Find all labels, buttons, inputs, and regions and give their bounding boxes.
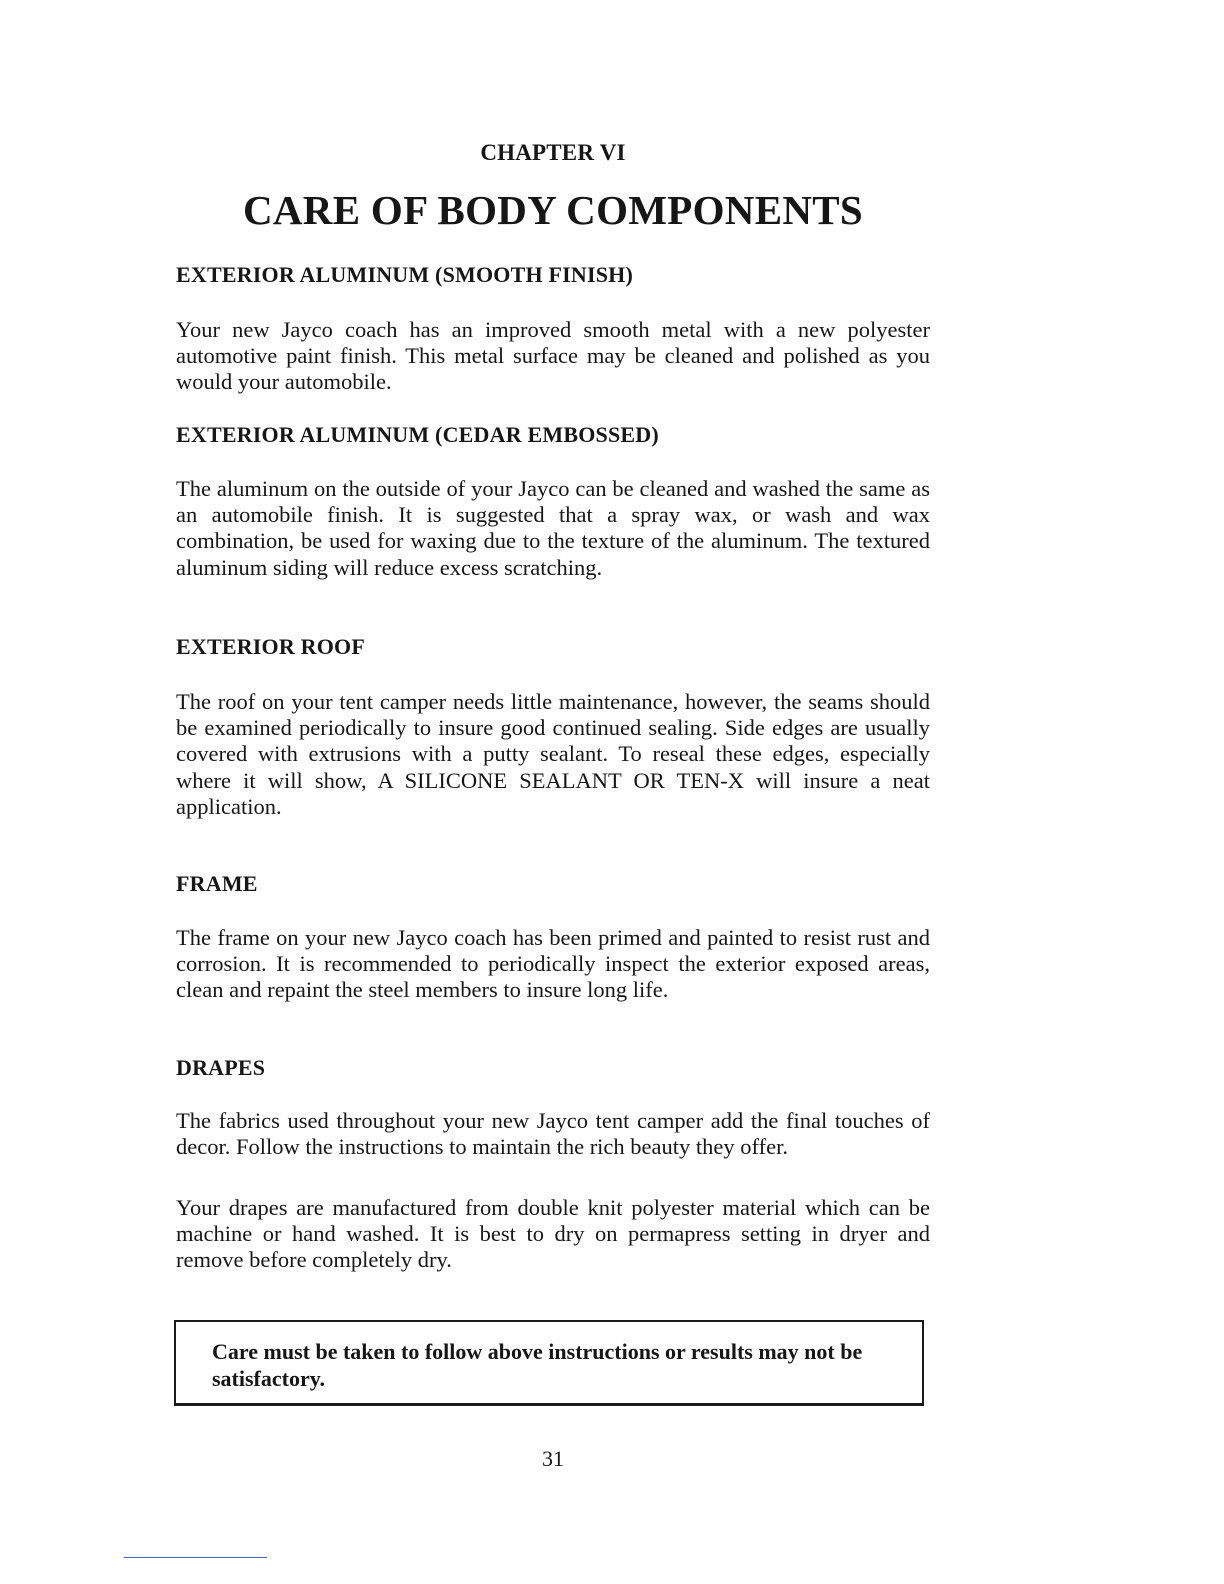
notice-text: Care must be taken to follow above instructions or results may not be satisfactory. (212, 1339, 863, 1391)
section-paragraph-drapes-1: The fabrics used throughout your new Jayco tent camper add the final touches of decor. Follow the instructions to maintain the rich beauty they offer. (176, 1108, 930, 1160)
notice-box (174, 1320, 924, 1406)
section-heading-frame: FRAME (176, 871, 258, 896)
section-paragraph-drapes-2: Your drapes are manufactured from double knit polyester material which can be machine or hand washed. It is best to dry on permapress setting in dryer and remove before completely dry. (176, 1195, 930, 1273)
section-heading-cedar-embossed: EXTERIOR ALUMINUM (CEDAR EMBOSSED) (176, 422, 659, 447)
section-heading-smooth-finish: EXTERIOR ALUMINUM (SMOOTH FINISH) (176, 262, 634, 287)
section-paragraph-cedar-embossed: The aluminum on the outside of your Jayco can be cleaned and washed the same as an automobile finish. It is suggested that a spray wax, or wash and wax combination, be used for waxing due to the texture of the aluminum. The textured aluminum siding will reduce excess scratching. (176, 476, 930, 580)
scan-edge-line (124, 1557, 267, 1558)
section-paragraph-exterior-roof: The roof on your tent camper needs little maintenance, however, the seams should be examined periodically to insure good continued sealing. Side edges are usually covered with extrusions with a putty sealant. To reseal these edges, especially where it will show, A SILICONE SEALANT OR TEN-X will insure a neat application. (176, 689, 930, 819)
chapter-title: CARE OF BODY COMPONENTS (242, 187, 864, 233)
section-heading-drapes: DRAPES (176, 1055, 266, 1080)
page-number: 31 (542, 1446, 564, 1471)
section-heading-exterior-roof: EXTERIOR ROOF (176, 634, 366, 659)
section-paragraph-frame: The frame on your new Jayco coach has been primed and painted to resist rust and corrosion. It is recommended to periodically inspect the exterior exposed areas, clean and repaint the steel members to insure long life. (176, 925, 930, 1003)
section-paragraph-smooth-finish: Your new Jayco coach has an improved smooth metal with a new polyester automotive paint finish. This metal surface may be cleaned and polished as you would your automobile. (176, 317, 930, 395)
chapter-label: CHAPTER VI (480, 140, 626, 165)
